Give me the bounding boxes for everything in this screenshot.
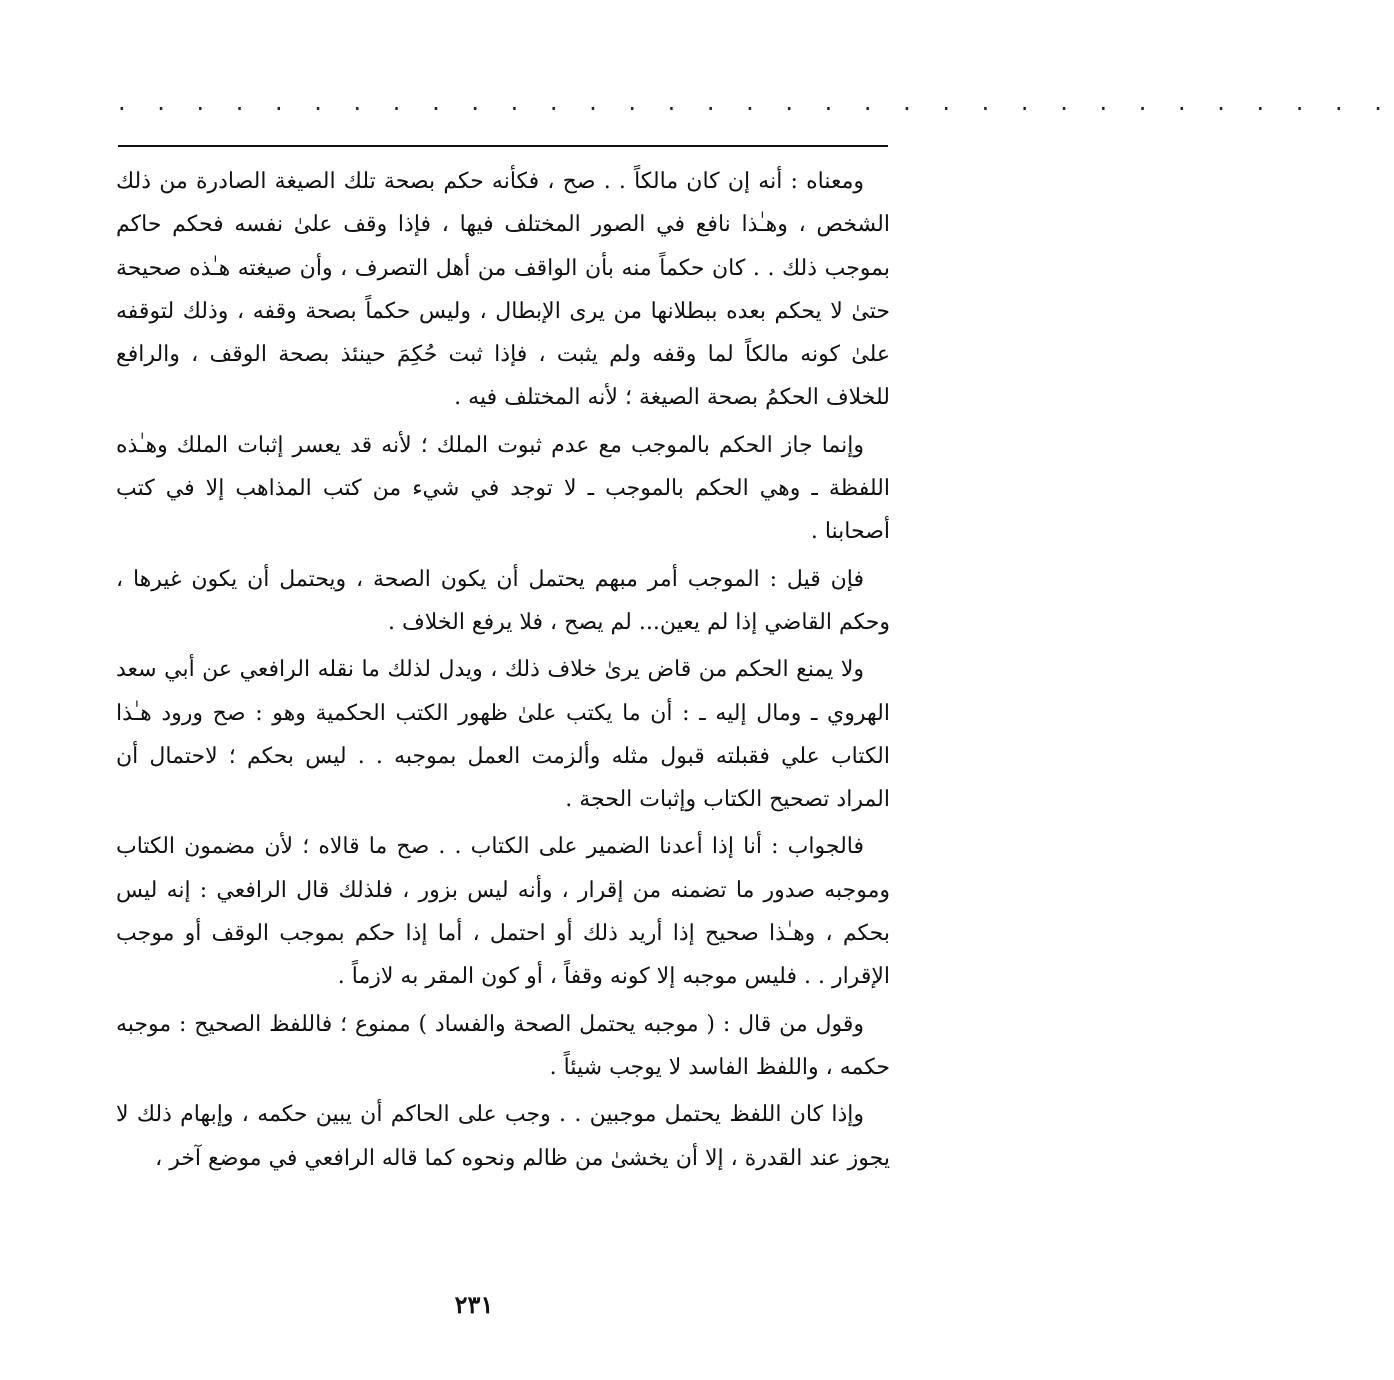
page-body xyxy=(116,160,890,1184)
paragraph: فالجواب : أنا إذا أعدنا الضمير على الكتاب . . صح ما قالاه ؛ لأن مضمون الكتاب وموجبه صدور ما تضمنه من إقرار ، وأنه ليس بزور ، فلذلك قال الرافعي : إنه ليس بحكم ، وهـٰذا صحيح إذا أريد ذلك أو احتمل ، أما إذا حكم بموجب الوقف أو موجب الإقرار . . فليس موجبه إلا كونه وقفاً ، أو كون المقر به لازماً . xyxy=(116,834,890,990)
paragraph: وقول من قال : ( موجبه يحتمل الصحة والفساد ) ممنوع ؛ فاللفظ الصحيح : موجبه حكمه ، واللفظ الفاسد لا يوجب شيئاً . xyxy=(116,1011,890,1080)
header-rule xyxy=(118,145,888,147)
page-number: ٢٣١ xyxy=(454,1290,494,1319)
paragraph: وإنما جاز الحكم بالموجب مع عدم ثبوت الملك ؛ لأنه قد يعسر إثبات الملك وهـٰذه اللفظة ـ وهي الحكم بالموجب ـ لا توجد في شيء من كتب المذاهب إلا في كتب أصحابنا . xyxy=(116,432,890,545)
paragraph: ومعناه : أنه إن كان مالكاً . . صح ، فكأنه حكم بصحة تلك الصيغة الصادرة من ذلك الشخص ، وهـٰذا نافع في الصور المختلف فيها ، فإذا وقف علىٰ نفسه فحكم حاكم بموجب ذلك . . كان حكماً منه بأن الواقف من أهل التصرف ، وأن صيغته هـٰذه صحيحة حتىٰ لا يحكم بعده ببطلانها من يرى الإبطال ، وليس حكماً بصحة وقفه ، وذلك لتوقفه علىٰ كونه مالكاً لما وقفه ولم يثبت ، فإذا ثبت حُكِمَ حينئذ بصحة الوقف ، والرافع للخلاف الحكمُ بصحة الصيغة ؛ لأنه المختلف فيه . xyxy=(116,169,890,411)
paragraph: فإن قيل : الموجب أمر مبهم يحتمل أن يكون الصحة ، ويحتمل أن يكون غيرها ، وحكم القاضي إذا لم يعين... لم يصح ، فلا يرفع الخلاف . xyxy=(116,566,890,635)
header-dotted-line: . . . . . . . . . . . . . . . . . . . . . . . . . . . . . . . . . xyxy=(118,88,1394,116)
paragraph: وإذا كان اللفظ يحتمل موجبين . . وجب على الحاكم أن يبين حكمه ، وإبهام ذلك لا يجوز عند القدرة ، إلا أن يخشىٰ من ظالم ونحوه كما قاله الرافعي في موضع آخر ، xyxy=(116,1102,890,1171)
paragraph: ولا يمنع الحكم من قاض يرىٰ خلاف ذلك ، ويدل لذلك ما نقله الرافعي عن أبي سعد الهروي ـ ومال إليه ـ : أن ما يكتب علىٰ ظهور الكتب الحكمية وهو : صح ورود هـٰذا الكتاب علي فقبلته قبول مثله وألزمت العمل بموجبه . . ليس بحكم ؛ لاحتمال أن المراد تصحيح الكتاب وإثبات الحجة . xyxy=(116,657,890,813)
